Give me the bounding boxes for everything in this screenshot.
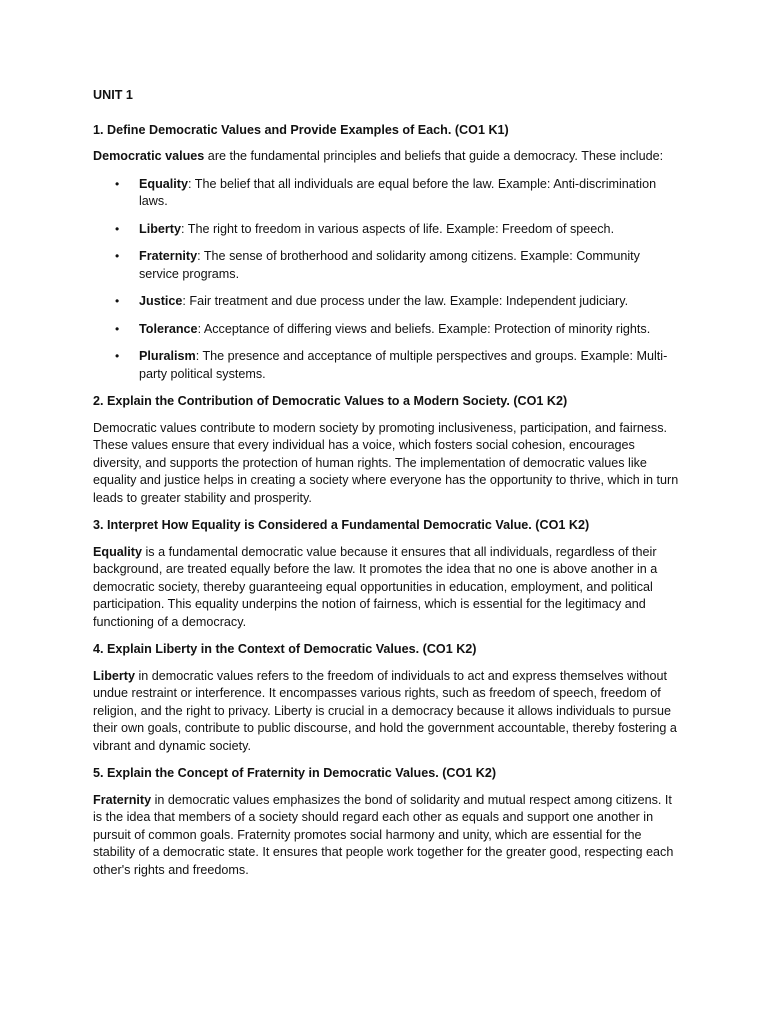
bullet-icon: • (115, 349, 120, 363)
question-1-intro (93, 148, 683, 166)
value-term: Tolerance (139, 321, 198, 336)
question-2-body: Democratic values contribute to modern society by promoting inclusiveness, participation, and fairness. These values ensure that every individual has a voice, which fosters social cohesion, encourages diversity, and supports the protection of human rights. The implementation of democratic values like equality and justice helps in creating a society where everyone has the opportunity to thrive, which in turn leads to greater stability and prosperity. (93, 420, 679, 505)
question-4-body (93, 668, 683, 756)
document-page (93, 87, 683, 889)
unit-heading: UNIT 1 (93, 88, 133, 102)
body-text: in democratic values refers to the freedom of individuals to act and express themselves without undue restraint or interference. It encompasses various rights, such as freedom of speech, freedom of religion, and the right to privacy. Liberty is crucial in a democracy because it allows individuals to pursue their own goals, contribute to public discourse, and hold the government accountable, thereby fostering a vibrant and dynamic society. (93, 668, 677, 753)
question-1-title: 1. Define Democratic Values and Provide Examples of Each. (CO1 K1) (93, 122, 509, 137)
question-5-body (93, 792, 683, 880)
question-3-body (93, 544, 683, 632)
value-term: Justice (139, 294, 183, 308)
list-item (93, 348, 683, 383)
value-description: : The right to freedom in various aspects of life. Example: Freedom of speech. (181, 221, 615, 236)
bullet-icon: • (115, 249, 120, 263)
body-term: Equality (93, 544, 142, 559)
democratic-values-list (93, 176, 683, 384)
list-item (93, 248, 683, 283)
intro-text: are the fundamental principles and beliefs that guide a democracy. These include: (204, 149, 664, 163)
value-term: Fraternity (139, 249, 198, 263)
list-item (93, 176, 683, 211)
body-term: Fraternity (93, 792, 152, 807)
question-5-title: 5. Explain the Concept of Fraternity in Democratic Values. (CO1 K2) (93, 766, 497, 780)
list-item (93, 293, 683, 311)
value-description: : The sense of brotherhood and solidarity among citizens. Example: Community service programs. (139, 249, 640, 281)
bullet-icon: • (115, 221, 120, 236)
value-description: : Acceptance of differing views and beliefs. Example: Protection of minority rights. (197, 321, 651, 336)
question-3-title: 3. Interpret How Equality is Considered a Fundamental Democratic Value. (CO1 K2) (93, 518, 590, 532)
intro-term: Democratic values (93, 149, 205, 163)
value-description: : The belief that all individuals are equal before the law. Example: Anti-discrimination laws. (139, 176, 657, 208)
list-item (93, 321, 683, 339)
list-item (93, 221, 683, 239)
question-4-title: 4. Explain Liberty in the Context of Democratic Values. (CO1 K2) (93, 642, 477, 656)
body-text: is a fundamental democratic value because it ensures that all individuals, regardless of their background, are treated equally before the law. It promotes the idea that no one is above another in a democratic society, thereby guaranteeing equal opportunities in education, employment, and political participation. This equality underpins the notion of fairness, which is essential for the legitimacy and functioning of a democracy. (93, 544, 658, 629)
value-term: Equality (139, 176, 188, 191)
value-description: : The presence and acceptance of multiple perspectives and groups. Example: Multi-party political systems. (139, 349, 668, 381)
question-2-title: 2. Explain the Contribution of Democratic Values to a Modern Society. (CO1 K2) (93, 394, 568, 408)
body-term: Liberty (93, 668, 135, 683)
value-description: : Fair treatment and due process under the law. Example: Independent judiciary. (182, 294, 629, 308)
bullet-icon: • (115, 294, 120, 308)
value-term: Pluralism (139, 349, 196, 363)
value-term: Liberty (139, 221, 181, 236)
bullet-icon: • (115, 176, 120, 191)
body-text: in democratic values emphasizes the bond of solidarity and mutual respect among citizens. It is the idea that members of a society should regard each other as equals and support one another in pursuit of common goals. Fraternity promotes social harmony and unity, which are essential for the stability of a democratic state. It ensures that people work together for the greater good, respecting each other's rights and freedoms. (93, 792, 674, 877)
bullet-icon: • (115, 321, 120, 336)
